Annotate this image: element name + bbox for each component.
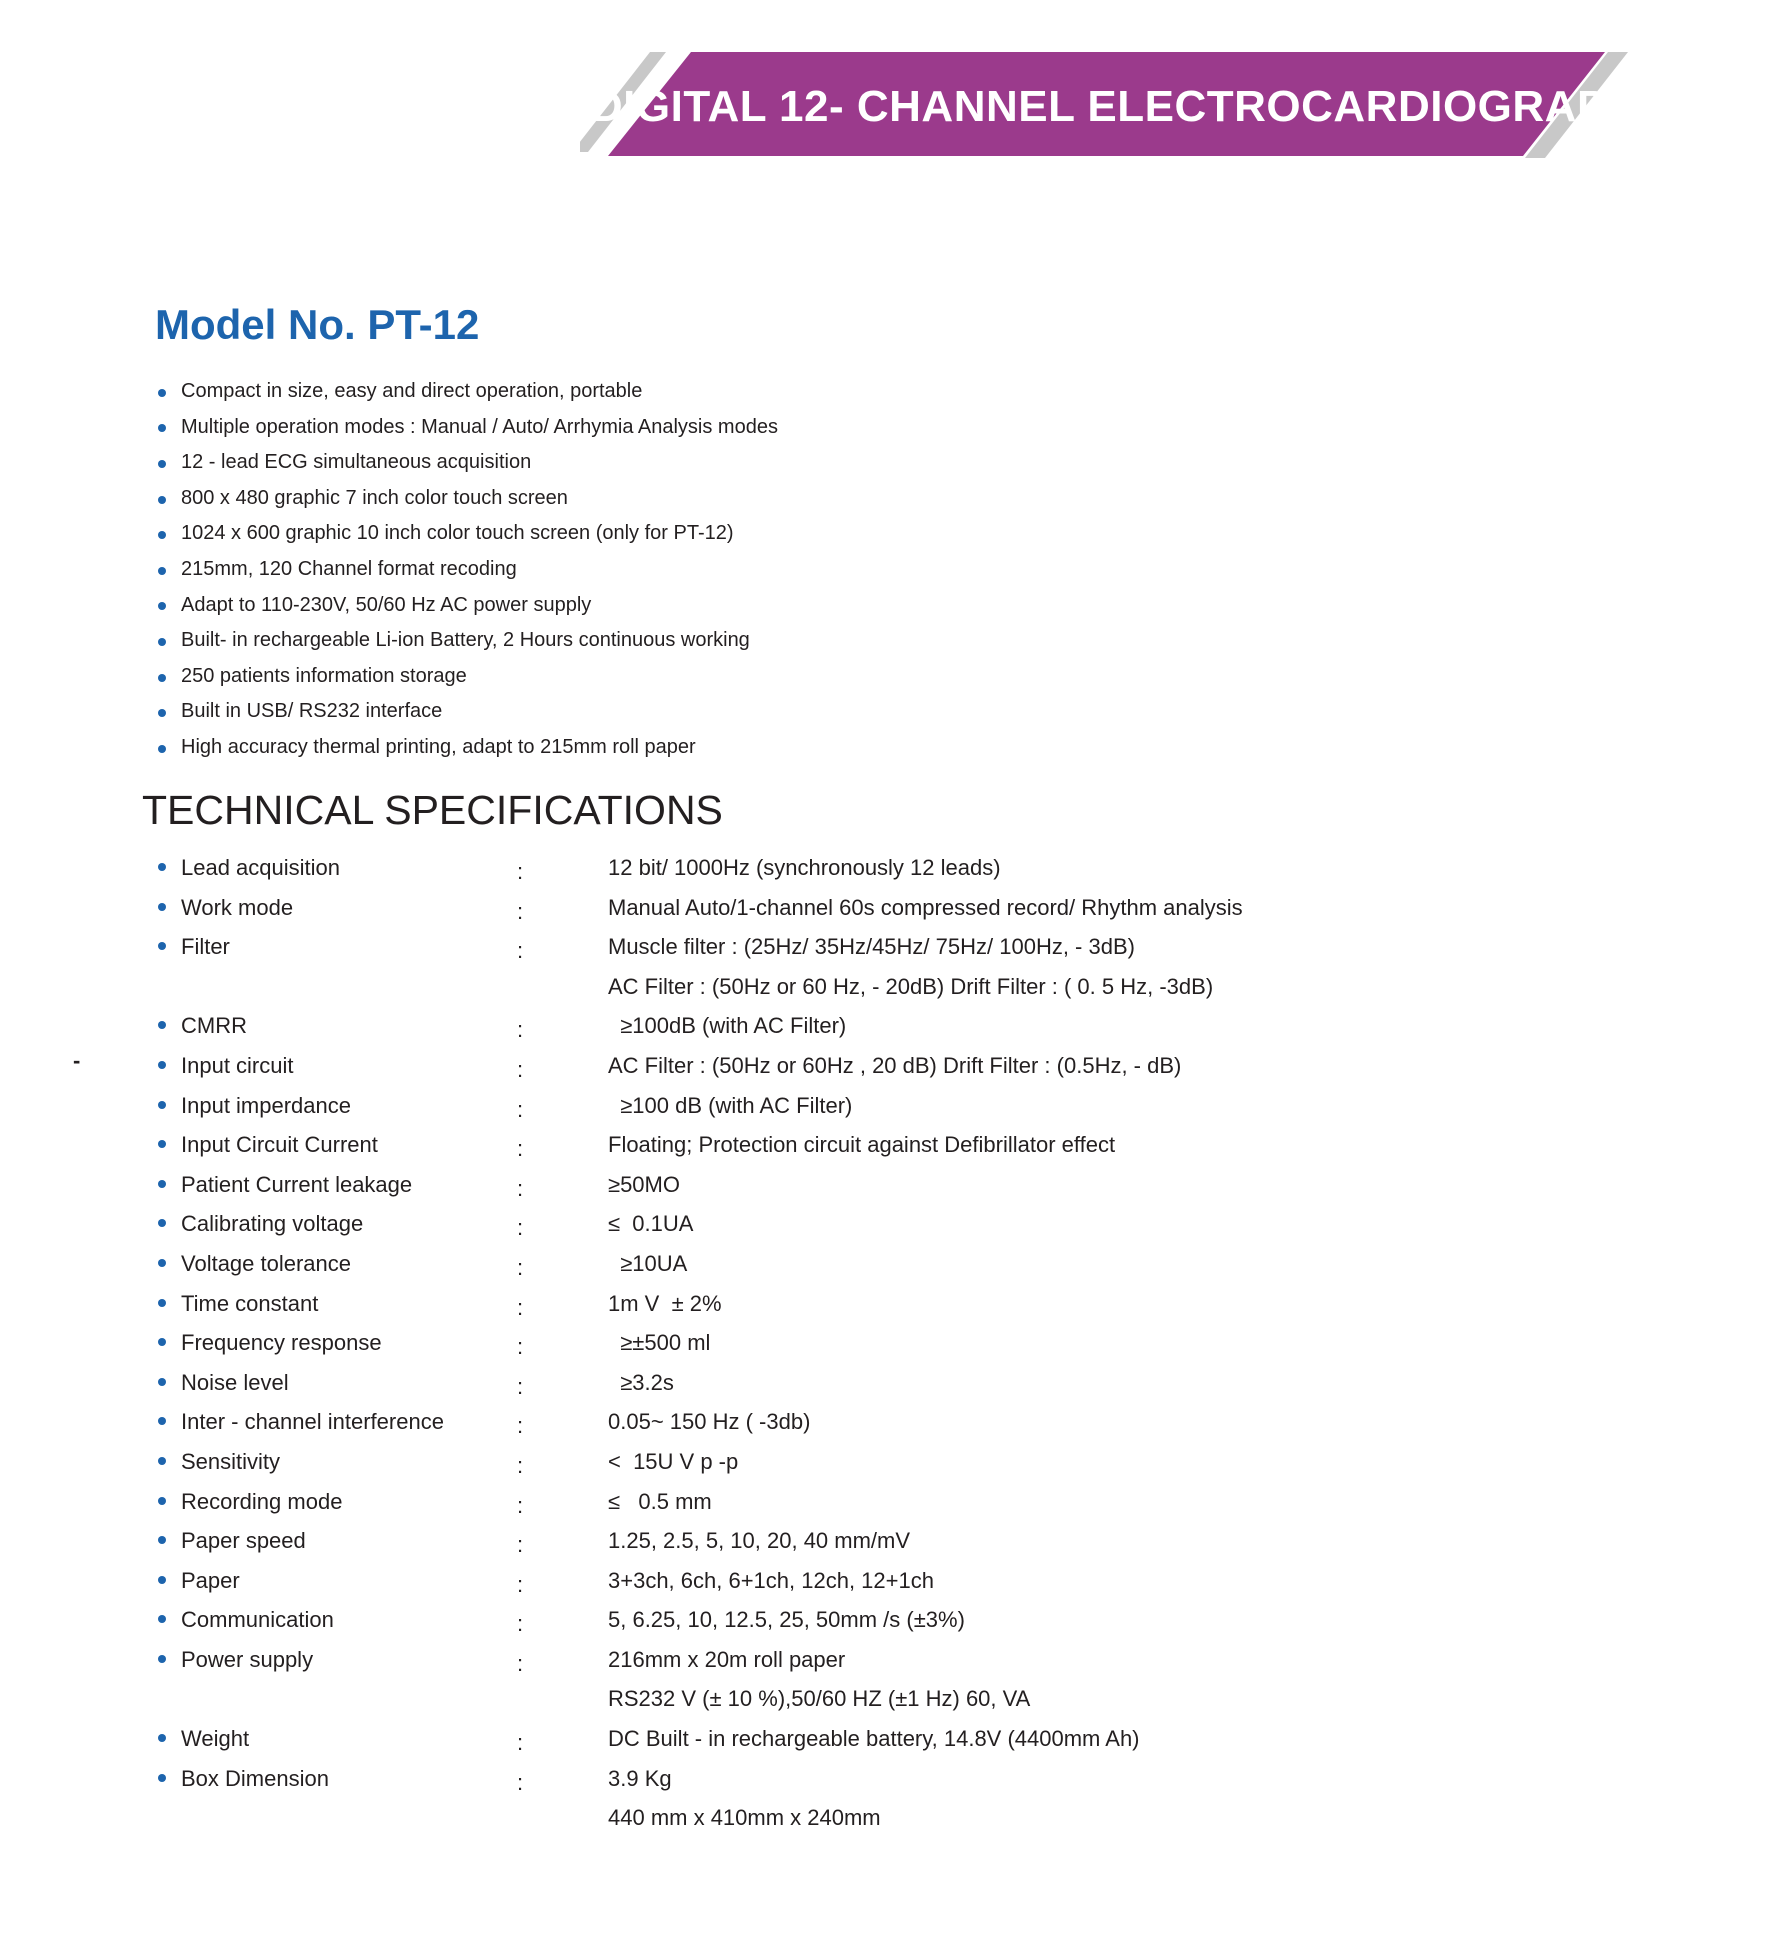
- feature-text: Compact in size, easy and direct operation, portable: [181, 380, 643, 402]
- spec-value: 3.9 Kg: [608, 1765, 672, 1791]
- spec-value: 0.05~ 150 Hz ( -3db): [608, 1409, 811, 1435]
- bullet-icon: [158, 1219, 166, 1227]
- spec-label: Weight: [181, 1726, 250, 1752]
- spec-value: Manual Auto/1-channel 60s compressed record/ Rhythm analysis: [608, 894, 1243, 920]
- spec-value: ≥50MO: [608, 1171, 680, 1197]
- bullet-icon: [158, 1655, 166, 1663]
- bullet-icon: [158, 1101, 166, 1109]
- spec-value: RS232 V (± 10 %),50/60 HZ (±1 Hz) 60, VA: [608, 1686, 1031, 1712]
- feature-text: 250 patients information storage: [181, 664, 467, 687]
- spec-value: < 15U V p -p: [608, 1448, 739, 1474]
- bullet-icon: [158, 1180, 166, 1188]
- spec-label: Input circuit: [181, 1052, 294, 1078]
- spec-label: Filter: [181, 934, 230, 960]
- spec-separator: :: [517, 1769, 524, 1795]
- spec-value: ≥±500 ml: [608, 1330, 711, 1356]
- spec-separator: :: [517, 1334, 524, 1360]
- feature-text: High accuracy thermal printing, adapt to 215mm roll paper: [181, 735, 696, 758]
- feature-text: 215mm, 120 Channel format recoding: [181, 557, 517, 580]
- spec-separator: :: [517, 1254, 524, 1280]
- spec-label: Time constant: [181, 1290, 319, 1316]
- feature-item: [155, 445, 778, 481]
- bullet-icon: [158, 942, 166, 950]
- spec-label: Power supply: [181, 1646, 314, 1672]
- spec-label: Recording mode: [181, 1488, 343, 1514]
- spec-label: Input imperdance: [181, 1092, 351, 1118]
- bullet-icon: [158, 638, 166, 646]
- spec-separator: :: [517, 1056, 524, 1082]
- spec-label: Inter - channel interference: [181, 1409, 444, 1435]
- bullet-icon: [158, 1338, 166, 1346]
- spec-value: ≤ 0.5 mm: [608, 1488, 712, 1514]
- bullet-icon: [158, 1021, 166, 1029]
- spec-label: Calibrating voltage: [181, 1211, 364, 1237]
- bullet-icon: [158, 1140, 166, 1148]
- bullet-icon: [158, 602, 166, 610]
- feature-item: [155, 730, 778, 766]
- spec-separator: :: [517, 1373, 524, 1399]
- spec-value: Floating; Protection circuit against Defibrillator effect: [608, 1132, 1116, 1158]
- spec-value: Muscle filter : (25Hz/ 35Hz/45Hz/ 75Hz/ 100Hz, - 3dB): [608, 934, 1135, 960]
- spec-separator: :: [517, 1215, 524, 1241]
- bullet-icon: [158, 531, 166, 539]
- spec-value: DC Built - in rechargeable battery, 14.8V (4400mm Ah): [608, 1726, 1140, 1752]
- spec-value: 1.25, 2.5, 5, 10, 20, 40 mm/mV: [608, 1528, 911, 1554]
- spec-separator: :: [517, 1413, 524, 1439]
- bullet-icon: [158, 903, 166, 911]
- feature-item: [155, 374, 778, 410]
- bullet-icon: [158, 709, 166, 717]
- banner-title: DIGITAL 12- CHANNEL ELECTROCARDIOGRAPH: [590, 82, 1640, 131]
- bullet-icon: [158, 1259, 166, 1267]
- spec-separator: :: [517, 898, 524, 924]
- spec-separator: :: [517, 1175, 524, 1201]
- feature-text: 12 - lead ECG simultaneous acquisition: [181, 451, 532, 474]
- model-title: Model No. PT-12: [155, 301, 480, 348]
- spec-value: AC Filter : (50Hz or 60Hz , 20 dB) Drift Filter : (0.5Hz, - dB): [608, 1052, 1182, 1078]
- stray-dash-mark: -: [73, 1048, 81, 1073]
- bullet-icon: [158, 1774, 166, 1782]
- bullet-icon: [158, 745, 166, 753]
- feature-list: [155, 374, 778, 766]
- spec-separator: :: [517, 1532, 524, 1558]
- spec-label: Paper: [181, 1567, 240, 1593]
- feature-text: Adapt to 110-230V, 50/60 Hz AC power supply: [181, 593, 592, 616]
- bullet-icon: [158, 1299, 166, 1307]
- feature-item: [155, 410, 778, 446]
- spec-separator: :: [517, 1611, 524, 1637]
- feature-text: Built- in rechargeable Li-ion Battery, 2 Hours continuous working: [181, 629, 750, 652]
- bullet-icon: [158, 1497, 166, 1505]
- feature-text: 800 x 480 graphic 7 inch color touch screen: [181, 486, 568, 509]
- spec-label: Voltage tolerance: [181, 1250, 352, 1276]
- bullet-icon: [158, 1061, 166, 1069]
- feature-text: 1024 x 600 graphic 10 inch color touch screen (only for PT-12): [181, 522, 734, 545]
- spec-separator: :: [517, 1730, 524, 1756]
- bullet-icon: [158, 1417, 166, 1425]
- bullet-icon: [158, 567, 166, 575]
- feature-item: [155, 588, 778, 624]
- bullet-icon: [158, 389, 166, 397]
- spec-separator: :: [517, 1136, 524, 1162]
- feature-item: [155, 623, 778, 659]
- spec-value: 12 bit/ 1000Hz (synchronously 12 leads): [608, 855, 1001, 880]
- spec-separator: :: [517, 1452, 524, 1478]
- bullet-icon: [158, 424, 166, 432]
- bullet-icon: [158, 1615, 166, 1623]
- bullet-icon: [158, 496, 166, 504]
- spec-value: 3+3ch, 6ch, 6+1ch, 12ch, 12+1ch: [608, 1567, 934, 1593]
- feature-item: [155, 516, 778, 552]
- bullet-icon: [158, 460, 166, 468]
- title-banner: [580, 52, 1640, 162]
- feature-item: [155, 552, 778, 588]
- feature-item: [155, 694, 778, 730]
- spec-value: ≥100 dB (with AC Filter): [608, 1092, 853, 1118]
- spec-value: 216mm x 20m roll paper: [608, 1646, 846, 1672]
- spec-value: ≥3.2s: [608, 1369, 674, 1395]
- spec-label: Work mode: [181, 894, 294, 920]
- technical-specifications-heading: TECHNICAL SPECIFICATIONS: [142, 787, 723, 833]
- spec-value: 5, 6.25, 10, 12.5, 25, 50mm /s (±3%): [608, 1607, 965, 1633]
- spec-value: ≥100dB (with AC Filter): [608, 1013, 847, 1039]
- spec-label: Patient Current leakage: [181, 1171, 413, 1197]
- spec-label: Input Circuit Current: [181, 1132, 378, 1158]
- bullet-icon: [158, 1378, 166, 1386]
- spec-value: ≤ 0.1UA: [608, 1211, 694, 1237]
- bullet-icon: [158, 1734, 166, 1742]
- bullet-icon: [158, 1457, 166, 1465]
- spec-value: AC Filter : (50Hz or 60 Hz, - 20dB) Drift Filter : ( 0. 5 Hz, -3dB): [608, 973, 1214, 999]
- spec-label: Sensitivity: [181, 1448, 281, 1474]
- spec-separator: :: [517, 859, 524, 884]
- spec-separator: :: [517, 1294, 524, 1320]
- bullet-icon: [158, 1576, 166, 1584]
- spec-separator: :: [517, 938, 524, 964]
- spec-separator: :: [517, 1492, 524, 1518]
- spec-separator: :: [517, 1017, 524, 1043]
- bullet-icon: [158, 1536, 166, 1544]
- spec-separator: :: [517, 1650, 524, 1676]
- spec-separator: :: [517, 1571, 524, 1597]
- spec-label: Noise level: [181, 1369, 289, 1395]
- spec-label: Box Dimension: [181, 1765, 329, 1791]
- feature-item: [155, 481, 778, 517]
- bullet-icon: [158, 674, 166, 682]
- feature-item: [155, 659, 778, 695]
- feature-text: Multiple operation modes : Manual / Auto/ Arrhymia Analysis modes: [181, 415, 778, 438]
- spec-value: 440 mm x 410mm x 240mm: [608, 1805, 881, 1831]
- bullet-icon: [158, 863, 166, 871]
- spec-label: Frequency response: [181, 1330, 382, 1356]
- spec-label: Communication: [181, 1607, 334, 1633]
- spec-value: 1m V ± 2%: [608, 1290, 722, 1316]
- spec-label: Lead acquisition: [181, 855, 341, 880]
- spec-value: ≥10UA: [608, 1250, 688, 1276]
- spec-label: Paper speed: [181, 1528, 306, 1554]
- feature-text: Built in USB/ RS232 interface: [181, 700, 443, 723]
- spec-label: CMRR: [181, 1013, 247, 1039]
- spec-separator: :: [517, 1096, 524, 1122]
